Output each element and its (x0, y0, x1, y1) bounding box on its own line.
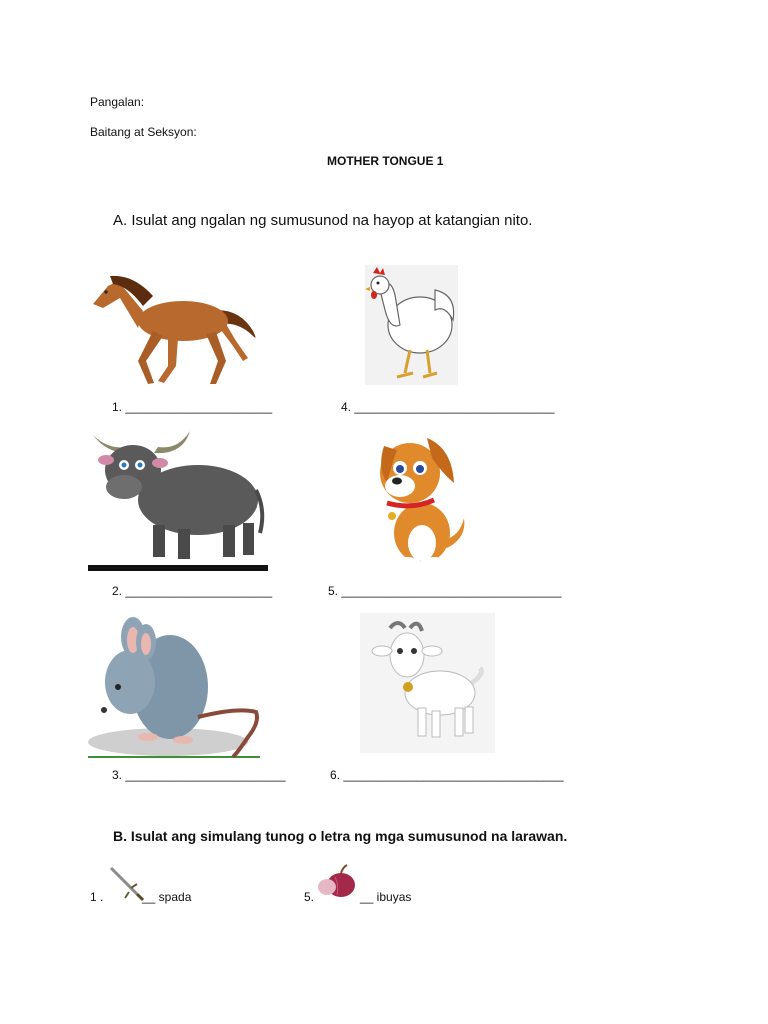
grade-section-label: Baitang at Seksyon: (90, 125, 197, 139)
section-b-blank-1[interactable]: __ spada (142, 890, 192, 904)
chicken-picture (365, 265, 458, 385)
section-a-instruction: A. Isulat ang ngalan ng sumusunod na hayop at katangian nito. (113, 212, 533, 229)
answer-line-6[interactable]: 6. _________________________________ (330, 768, 564, 782)
answer-line-4[interactable]: 4. ______________________________ (341, 400, 555, 414)
sword-picture (105, 864, 145, 902)
answer-line-1[interactable]: 1. ______________________ (112, 400, 273, 414)
answer-line-5[interactable]: 5. _________________________________ (328, 584, 562, 598)
horse-picture (88, 266, 263, 391)
section-b-number-5: 5. (304, 890, 315, 904)
name-label: Pangalan: (90, 95, 145, 109)
section-b-blank-5[interactable]: __ ibuyas (360, 890, 412, 904)
rat-picture (88, 612, 260, 760)
page-title: MOTHER TONGUE 1 (327, 154, 444, 168)
goat-picture (360, 613, 495, 753)
dog-picture (372, 428, 470, 570)
onion-picture (317, 863, 359, 899)
section-b-instruction: B. Isulat ang simulang tunog o letra ng mga sumusunod na larawan. (113, 828, 568, 844)
answer-line-2[interactable]: 2. ______________________ (112, 584, 273, 598)
section-b-number-1: 1 . (90, 890, 104, 904)
answer-line-3[interactable]: 3. ________________________ (112, 768, 286, 782)
carabao-picture (88, 425, 268, 573)
